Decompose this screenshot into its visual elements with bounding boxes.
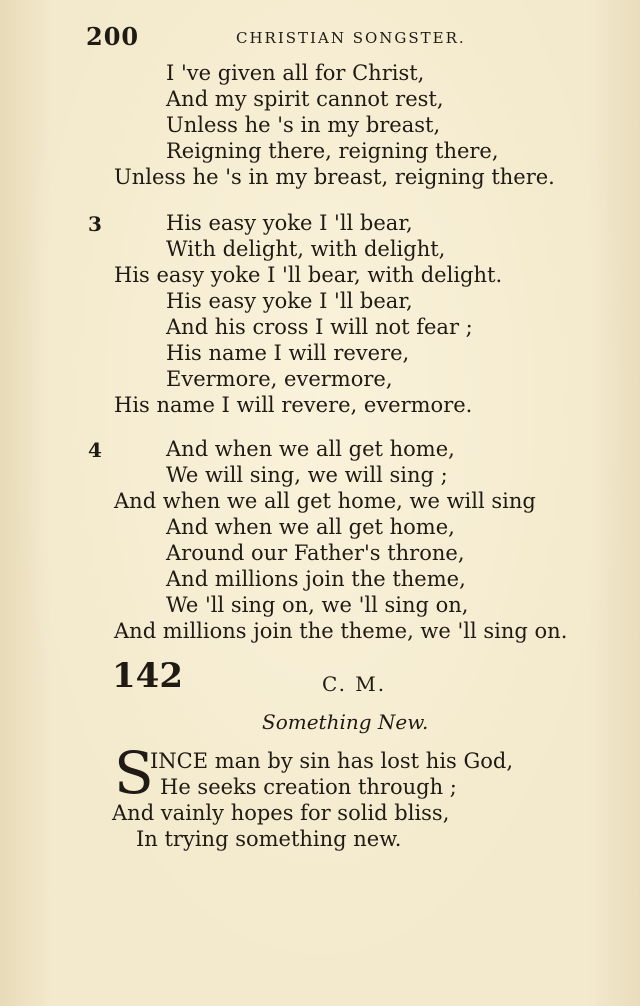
verse-line: And millions join the theme, we 'll sing on. [114,619,568,643]
page-number: 200 [86,22,140,51]
verse-line: And millions join the theme, [166,567,466,591]
verse-line: I 've given all for Christ, [166,61,425,85]
verse-line: We will sing, we will sing ; [166,463,448,487]
page-header [0,22,640,52]
verse-line: And when we all get home, we will sing [114,489,536,513]
verse-line: Around our Father's throne, [166,541,465,565]
verse-line: We 'll sing on, we 'll sing on, [166,593,469,617]
verse-line: His easy yoke I 'll bear, with delight. [114,263,503,287]
verse-line: His name I will revere, evermore. [114,393,473,417]
verse-line: His easy yoke I 'll bear, [166,289,413,313]
verse-line: Unless he 's in my breast, [166,113,441,137]
verse-line: And my spirit cannot rest, [166,87,444,111]
verse-line: And when we all get home, [166,515,455,539]
stanza-number: 4 [88,438,102,462]
verse-line: His easy yoke I 'll bear, [166,211,413,235]
hymn-title: Something New. [262,710,429,734]
hymn-number: 142 [112,656,183,696]
drop-cap: S [114,739,154,807]
verse-line: Evermore, evermore, [166,367,393,391]
stanza-number: 3 [88,212,102,236]
verse-line: And when we all get home, [166,437,455,461]
verse-line: Reigning there, reigning there, [166,139,499,163]
hymn-meter: C. M. [322,672,387,696]
verse-line: In trying something new. [136,827,402,851]
verse-line-first: INCE man by sin has lost his God, [150,749,514,773]
running-title: CHRISTIAN SONGSTER. [236,29,466,47]
verse-line: His name I will revere, [166,341,410,365]
verse-line: And his cross I will not fear ; [166,315,473,339]
verse-line: Unless he 's in my breast, reigning there. [114,165,555,189]
verse-line: He seeks creation through ; [160,775,457,799]
verse-line: And vainly hopes for solid bliss, [112,801,450,825]
verse-line: With delight, with delight, [166,237,446,261]
